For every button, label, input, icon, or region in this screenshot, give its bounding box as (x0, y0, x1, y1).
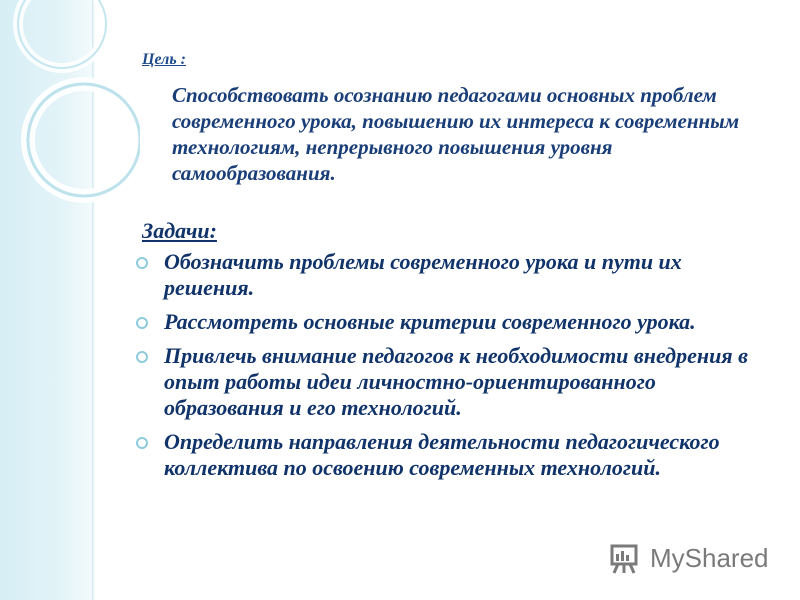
goal-text-body: Способствовать осознанию педагогами основных проблем современного урока, повышению их интереса к современным технологиям, непрерывного повышения уровня самообразования. (172, 83, 740, 185)
task-text: Определить направления деятельности педагогического коллектива по освоению современных технологий. (164, 429, 720, 480)
goal-text (172, 82, 772, 186)
tasks-list (132, 249, 772, 489)
watermark-text: MyShared (650, 542, 769, 573)
bullet-icon (136, 437, 148, 449)
bullet-icon (136, 257, 148, 269)
goal-label: Цель : (142, 51, 186, 68)
list-item (132, 429, 772, 481)
list-item (132, 309, 772, 335)
watermark (608, 538, 769, 578)
bullet-icon (136, 351, 148, 363)
task-text: Рассмотреть основные критерии современного урока. (164, 309, 696, 334)
presentation-board-icon (608, 540, 644, 576)
list-item (132, 343, 772, 421)
tasks-label: Задачи: (142, 218, 217, 243)
task-text: Обозначить проблемы современного урока и пути их решения. (164, 249, 682, 300)
list-item (132, 249, 772, 301)
task-text: Привлечь внимание педагогов к необходимости внедрения в опыт работы идеи личностно-ориентированного образования и его технологий. (164, 343, 748, 420)
bullet-icon (136, 317, 148, 329)
